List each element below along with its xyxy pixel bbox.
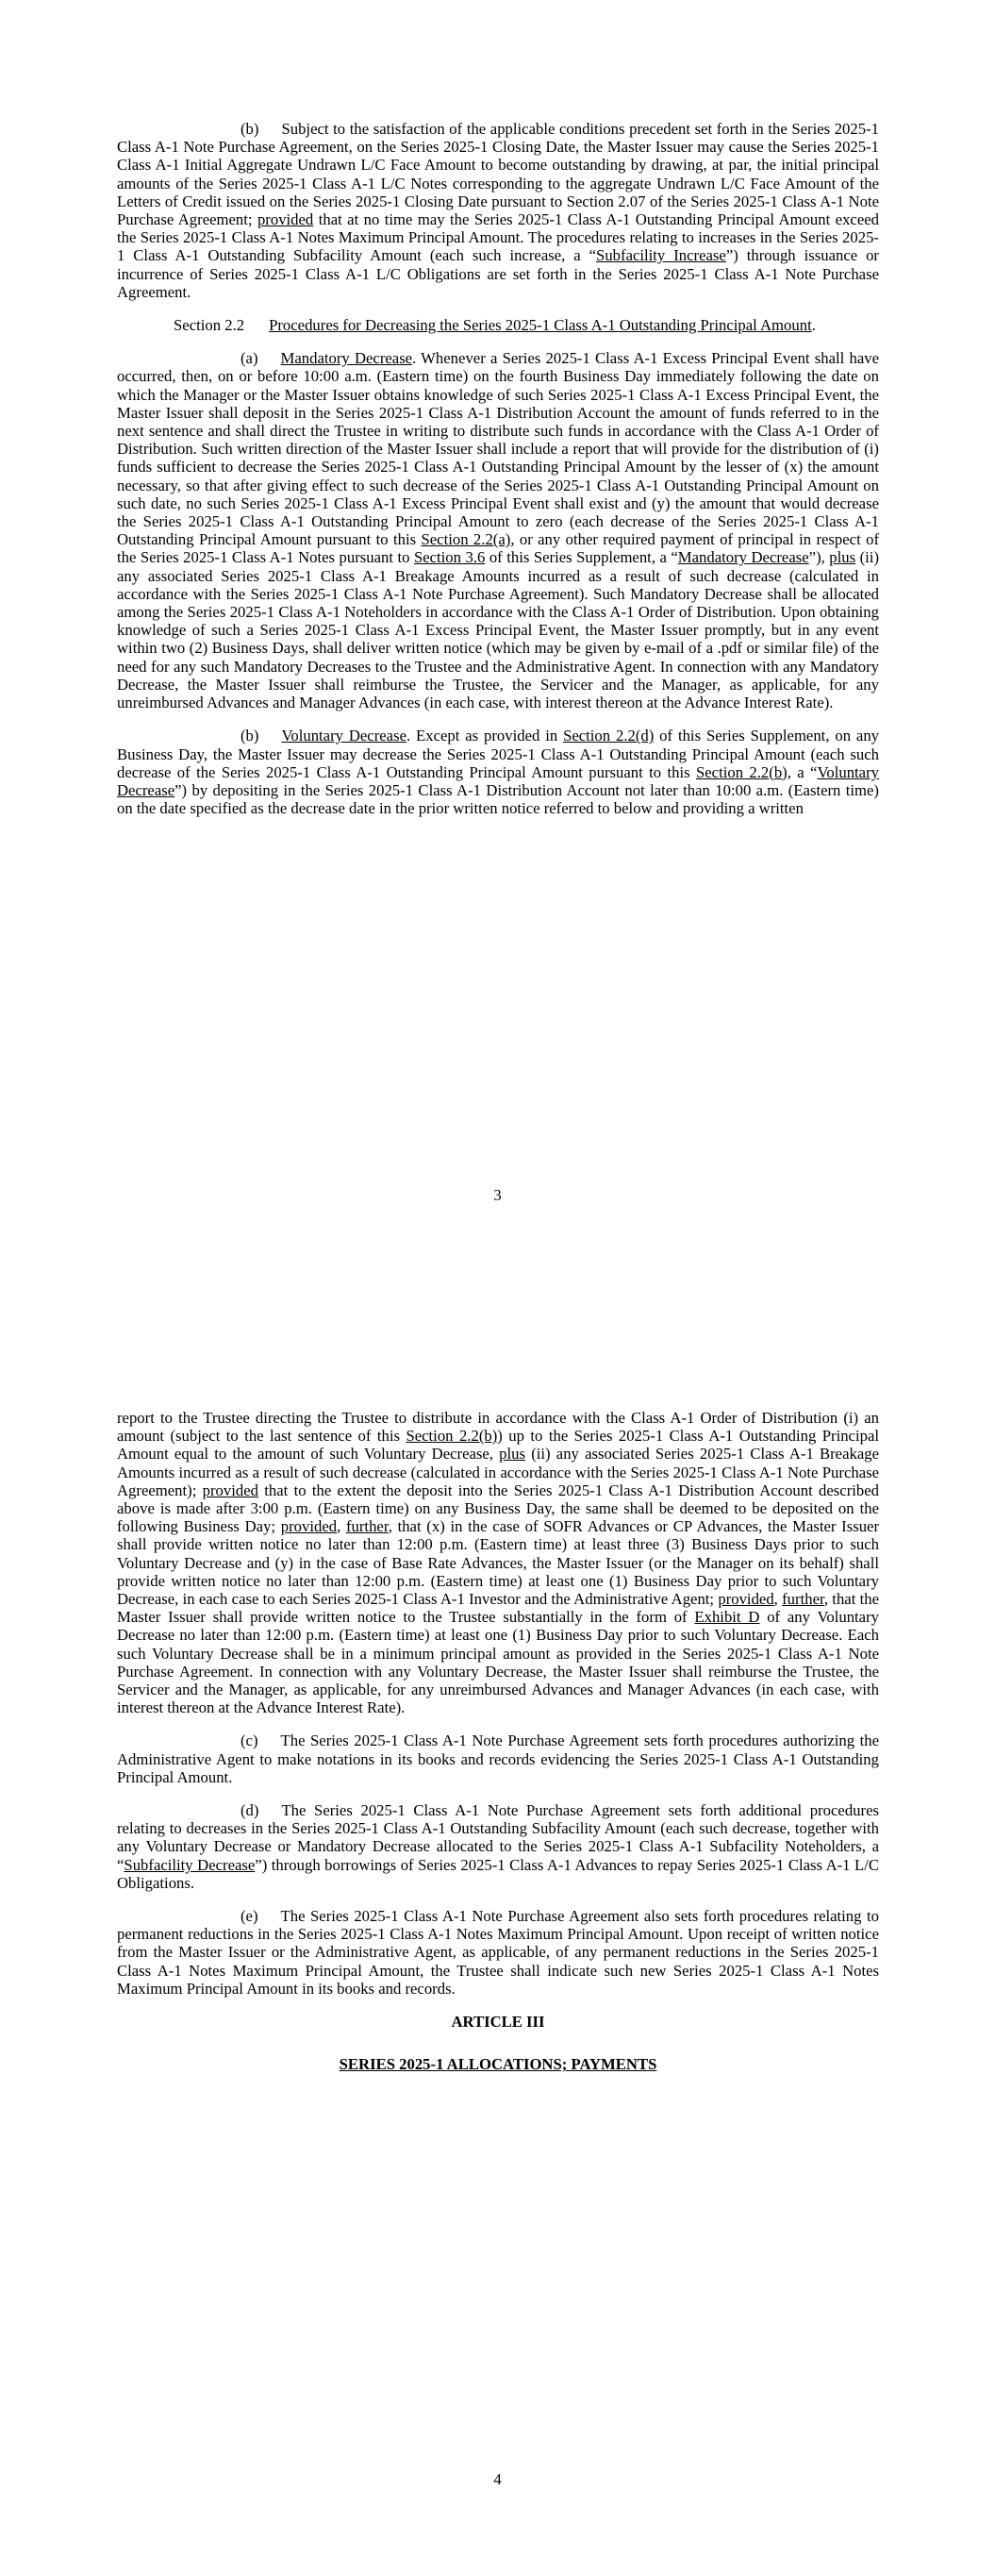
cross-reference-link[interactable]: Section 2.2(b)	[406, 1427, 498, 1446]
heading-voluntary-decrease: Voluntary Decrease	[281, 727, 406, 745]
provided-term: provided	[257, 210, 314, 229]
exhibit-reference-link[interactable]: Exhibit D	[694, 1608, 760, 1627]
further-term: further	[782, 1590, 824, 1609]
section-number: Section 2.2	[174, 316, 245, 335]
plus-term: plus	[499, 1445, 525, 1464]
plus-term: plus	[829, 548, 856, 567]
page-number: 4	[493, 2470, 502, 2488]
paragraph-b-subfacility-increase: (b) Subject to the satisfaction of the applicable conditions precedent set forth in the Series 2025-1 Class A-1 Note Purchase Agreement, on the Series 2025-1 Closing Date, the Master Issuer may cause the Series 2025-1 Class A-1 Initial Aggregate Undrawn L/C Face Amount to become outstanding by drawing, at par, the initial principal amounts of the Series 2025-1 Class A-1 L/C Notes corresponding to the aggregate Undrawn L/C Face Amount of the Letters of Credit issued on the Series 2025-1 Closing Date pursuant to Section 2.07 of the Series 2025-1 Class A-1 Note Purchase Agreement; provided that at no time may the Series 2025-1 Class A-1 Outstanding Principal Amount exceed the Series 2025-1 Class A-1 Notes Maximum Principal Amount. The procedures relating to increases in the Series 2025-1 Class A-1 Outstanding Subfacility Amount (each such increase, a “Subfacility Increase”) through issuance or incurrence of Series 2025-1 Class A-1 L/C Obligations are set forth in the Series 2025-1 Class A-1 Note Purchase Agreement.	[117, 120, 879, 301]
paragraph-b-voluntary-decrease: (b) Voluntary Decrease. Except as provided in Section 2.2(d) of this Series Supplement, on any Business Day, the Master Issuer may decrease the Series 2025-1 Class A-1 Outstanding Principal Amount (each such decrease of the Series 2025-1 Class A-1 Outstanding Principal Amount pursuant to this Section 2.2(b), a “Voluntary Decrease”) by depositing in the Series 2025-1 Class A-1 Distribution Account not later than 10:00 a.m. (Eastern time) on the date specified as the decrease date in the prior written notice referred to below and providing a written	[117, 727, 880, 818]
article-number: ARTICLE III	[451, 2013, 545, 2032]
page-3-body	[117, 120, 879, 832]
provided-term: provided	[280, 1517, 338, 1536]
paragraph-label: (e)	[240, 1907, 258, 1926]
page-4-body	[117, 1409, 879, 2074]
section-2-2-heading: Section 2.2 Procedures for Decreasing the Series 2025-1 Class A-1 Outstanding Principal Amount.	[174, 316, 816, 335]
section-title: Procedures for Decreasing the Series 2025-1 Class A-1 Outstanding Principal Amount	[269, 316, 812, 335]
paragraph-c: (c) The Series 2025-1 Class A-1 Note Purchase Agreement sets forth procedures authorizing the Administrative Agent to make notations in its books and records evidencing the Series 2025-1 Class A-1 Outstanding Principal Amount.	[117, 1731, 879, 1786]
paragraph-label: (b)	[240, 727, 259, 745]
defined-term-mandatory-decrease: Mandatory Decrease	[677, 548, 809, 567]
page-number: 3	[493, 1186, 502, 1204]
paragraph-b-continued: report to the Trustee directing the Trustee to distribute in accordance with the Class A-1 Order of Distribution (i) an amount (subject to the last sentence of this Section 2.2(b)) up to the Series 2025-1 Class A-1 Outstanding Principal Amount equal to the amount of such Voluntary Decrease, plus (ii) any associated Series 2025-1 Class A-1 Breakage Amounts incurred as a result of such decrease (calculated in accordance with the Series 2025-1 Class A-1 Note Purchase Agreement); provided that to the extent the deposit into the Series 2025-1 Class A-1 Distribution Account described above is made after 3:00 p.m. (Eastern time) on any Business Day, the same shall be deemed to be deposited on the following Business Day; provided, further, that (x) in the case of SOFR Advances or CP Advances, the Master Issuer shall provide written notice no later than 12:00 p.m. (Eastern time) at least three (3) Business Days prior to such Voluntary Decrease and (y) in the case of Base Rate Advances, the Master Issuer (or the Manager on its behalf) shall provide written notice no later than 12:00 p.m. (Eastern time) at least one (1) Business Day prior to such Voluntary Decrease, in each case to each Series 2025-1 Class A-1 Investor and the Administrative Agent; provided, further, that the Master Issuer shall provide written notice to the Trustee substantially in the form of Exhibit D of any Voluntary Decrease no later than 12:00 p.m. (Eastern time) at least one (1) Business Day prior to such Voluntary Decrease. Each such Voluntary Decrease shall be in a minimum principal amount as provided in the Series 2025-1 Class A-1 Note Purchase Agreement. In connection with any Voluntary Decrease, the Master Issuer shall reimburse the Trustee, the Servicer and the Manager, as applicable, for any unreimbursed Advances and Manager Advances (in each case, with interest thereon at the Advance Interest Rate).	[117, 1409, 879, 1717]
provided-term: provided	[202, 1480, 258, 1499]
further-term: further	[345, 1517, 389, 1536]
paragraph-label: (c)	[240, 1731, 258, 1750]
defined-term-voluntary-decrease: Voluntary Decrease	[117, 762, 879, 799]
cross-reference-link[interactable]: Section 2.2(a)	[421, 530, 511, 549]
page-4	[0, 1288, 995, 2576]
defined-term-subfacility-decrease: Subfacility Decrease	[124, 1855, 256, 1874]
paragraph-label: (b)	[240, 120, 259, 138]
paragraph-label: (a)	[240, 349, 258, 368]
paragraph-a-mandatory-decrease: (a) Mandatory Decrease. Whenever a Series 2025-1 Class A-1 Excess Principal Event shall have occurred, then, on or before 10:00 a.m. (Eastern time) on the fourth Business Day immediately following the date on which the Manager or the Master Issuer obtains knowledge of such Series 2025-1 Class A-1 Excess Principal Event, the Master Issuer shall deposit in the Series 2025-1 Class A-1 Distribution Account the amount of funds referred to in the next sentence and shall direct the Trustee in writing to distribute such funds in accordance with the Class A-1 Order of Distribution. Such written direction of the Master Issuer shall include a report that will provide for the distribution of (i) funds sufficient to decrease the Series 2025-1 Class A-1 Outstanding Principal Amount by the lesser of (x) the amount necessary, so that after giving effect to such decrease of the Series 2025-1 Class A-1 Outstanding Principal Amount on such date, no such Series 2025-1 Class A-1 Excess Principal Event shall exist and (y) the amount that would decrease the Series 2025-1 Class A-1 Outstanding Principal Amount to zero (each decrease of the Series 2025-1 Class A-1 Outstanding Principal Amount pursuant to this Section 2.2(a), or any other required payment of principal in respect of the Series 2025-1 Class A-1 Notes pursuant to Section 3.6 of this Series Supplement, a “Mandatory Decrease”), plus (ii) any associated Series 2025-1 Class A-1 Breakage Amounts incurred as a result of such decrease (calculated in accordance with the Series 2025-1 Class A-1 Note Purchase Agreement). Such Mandatory Decrease shall be allocated among the Series 2025-1 Class A-1 Noteholders in accordance with the Class A-1 Order of Distribution. Upon obtaining knowledge of such a Series 2025-1 Class A-1 Excess Principal Event, the Master Issuer promptly, but in any event within two (2) Business Days, shall deliver written notice (which may be given by e-mail of a .pdf or similar file) of the need for any such Mandatory Decreases to the Trustee and the Administrative Agent. In connection with any Mandatory Decrease, the Master Issuer shall reimburse the Trustee, the Servicer and the Manager, as applicable, for any unreimbursed Advances and Manager Advances (in each case, with interest thereon at the Advance Interest Rate).	[117, 349, 880, 712]
provided-term: provided	[718, 1590, 774, 1609]
cross-reference-link[interactable]: Section 3.6	[413, 548, 486, 567]
paragraph-e: (e) The Series 2025-1 Class A-1 Note Purchase Agreement also sets forth procedures relating to permanent reductions in the Series 2025-1 Class A-1 Notes Maximum Principal Amount. Upon receipt of written notice from the Master Issuer or the Administrative Agent, as applicable, of any permanent reductions in the Series 2025-1 Class A-1 Notes Maximum Principal Amount, the Trustee shall indicate such new Series 2025-1 Class A-1 Notes Maximum Principal Amount in its books and records.	[117, 1907, 879, 1998]
paragraph-d: (d) The Series 2025-1 Class A-1 Note Purchase Agreement sets forth additional procedures relating to decreases in the Series 2025-1 Class A-1 Outstanding Subfacility Amount (each such decrease, together with any Voluntary Decrease or Mandatory Decrease allocated to the Series 2025-1 Class A-1 Subfacility Noteholders, a “Subfacility Decrease”) through borrowings of Series 2025-1 Class A-1 Advances to repay Series 2025-1 Class A-1 L/C Obligations.	[117, 1801, 879, 1892]
heading-mandatory-decrease: Mandatory Decrease	[280, 349, 413, 368]
defined-term-subfacility-increase: Subfacility Increase	[596, 246, 726, 265]
cross-reference-link[interactable]: Section 2.2(d)	[563, 727, 655, 745]
cross-reference-link[interactable]: Section 2.2(b)	[695, 762, 788, 781]
paragraph-label: (d)	[240, 1801, 259, 1820]
article-title: SERIES 2025-1 ALLOCATIONS; PAYMENTS	[339, 2055, 657, 2074]
